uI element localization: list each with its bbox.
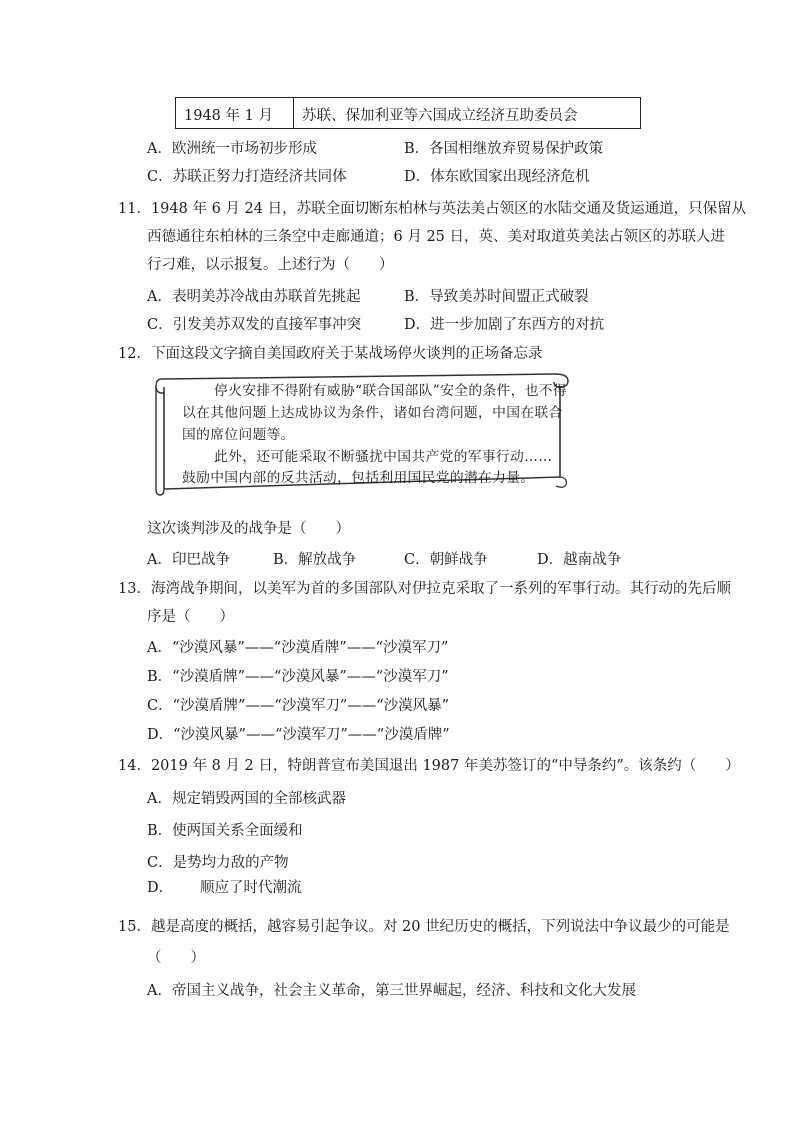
- q12-stem: 12．下面这段文字摘自美国政府关于某战场停火谈判的正场备忘录: [118, 346, 543, 362]
- q13-stem-line2: 序是（ ）: [147, 609, 234, 625]
- q10-option-b: B．各国相继放弃贸易保护政策: [404, 141, 604, 157]
- date-cell: [176, 98, 294, 128]
- q13-option-b: B．“沙漠盾牌”——“沙漠风暴”——“沙漠军刀”: [147, 669, 449, 685]
- q13-option-a: A．“沙漠风暴”——“沙漠盾牌”——“沙漠军刀”: [147, 640, 449, 656]
- q15-stem-line2: （ ）: [147, 950, 205, 966]
- q11-option-b: B．导致美苏时间盟正式破裂: [404, 289, 589, 305]
- q14-option-d-letter: D．: [147, 880, 174, 896]
- q14-option-d-text: 顺应了时代潮流: [200, 880, 302, 896]
- q12-question: 这次谈判涉及的战争是（ ）: [147, 521, 350, 537]
- q14-option-c: C．是势均力敌的产物: [147, 855, 289, 871]
- q11-stem-line2: 西德通往东柏林的三条空中走廊通道；6 月 25 日，英、美对取道英美法占领区的苏联人进: [147, 229, 725, 245]
- memo-line-5: 鼓励中国内部的反共活动，包括利用国民党的潜在力量。: [182, 470, 535, 486]
- q15-stem-line1: 15．越是高度的概括，越容易引起争议。对 20 世纪历史的概括，下列说法中争议最少的可能是: [118, 919, 730, 935]
- events-table-row: [175, 97, 641, 129]
- q11-stem-line3: 行刁难，以示报复。上述行为（ ）: [147, 257, 394, 273]
- q14-stem: 14．2019 年 8 月 2 日，特朗普宣布美国退出 1987 年美苏签订的“中导条约”。该条约（ ）: [118, 758, 740, 774]
- q12-option-c: C．朝鲜战争: [404, 552, 488, 568]
- q12-option-b: B．解放战争: [273, 552, 357, 568]
- memo-line-4: 此外，还可能采取不断骚扰中国共产党的军事行动……: [214, 449, 553, 465]
- q13-option-d: D．“沙漠风暴”——“沙漠军刀”——“沙漠盾牌”: [147, 727, 450, 743]
- memo-line-2: 以在其他问题上达成协议为条件，诸如台湾问题，中国在联合: [182, 405, 563, 421]
- q14-option-a: A．规定销毁两国的全部核武器: [147, 791, 346, 807]
- date-text: 1948 年 1 月: [184, 108, 273, 124]
- q12-option-d: D．越南战争: [537, 552, 622, 568]
- event-text: 苏联、保加利亚等六国成立经济互助委员会: [302, 108, 578, 124]
- q10-option-a: A．欧洲统一市场初步形成: [147, 141, 317, 157]
- q11-option-c: C．引发美苏双发的直接军事冲突: [147, 317, 362, 333]
- q12-option-a: A．印巴战争: [147, 552, 230, 568]
- memo-line-1: 停火安排不得附有威胁“联合国部队”安全的条件，也不得: [214, 383, 568, 399]
- q11-option-d: D．进一步加剧了东西方的对抗: [404, 317, 605, 333]
- q11-stem-line1: 11．1948 年 6 月 24 日，苏联全面切断东柏林与英法美占领区的水陆交通及货运通道，只保留从: [118, 201, 747, 217]
- memo-scroll: [150, 365, 572, 497]
- q10-option-c: C．苏联正努力打造经济共同体: [147, 169, 347, 185]
- q15-option-a: A．帝国主义战争，社会主义革命，第三世界崛起，经济、科技和文化大发展: [147, 983, 636, 999]
- memo-line-3: 国的席位问题等。: [182, 427, 295, 443]
- q10-option-d: D．体东欧国家出现经济危机: [404, 169, 590, 185]
- q11-option-a: A．表明美苏冷战由苏联首先挑起: [147, 289, 361, 305]
- q13-option-c: C．“沙漠盾牌”——“沙漠军刀”——“沙漠风暴”: [147, 698, 450, 714]
- q13-stem-line1: 13．海湾战争期间，以美军为首的多国部队对伊拉克采取了一系列的军事行动。其行动的先后顺: [118, 581, 731, 597]
- q14-option-b: B．使两国关系全面缓和: [147, 823, 303, 839]
